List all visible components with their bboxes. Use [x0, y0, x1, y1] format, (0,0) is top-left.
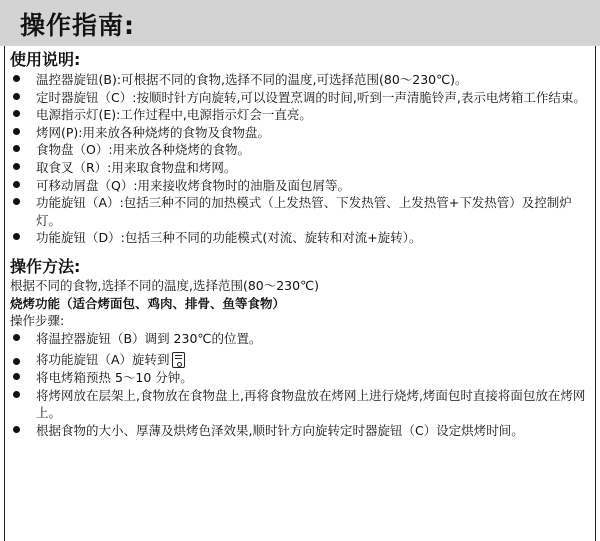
list-item: [10, 141, 595, 159]
list-item-text: 将功能旋钮（A）旋转到: [36, 352, 170, 368]
list-item: [10, 177, 595, 195]
bullet-icon: [13, 426, 20, 433]
list-item: [10, 422, 595, 440]
list-item-text: 食物盘（O）:用来放各种烧烤的食物。: [36, 142, 251, 158]
bullet-icon: [13, 93, 20, 100]
list-item: [10, 387, 595, 422]
method-intro: 根据不同的食物,选择不同的温度,选择范围(80～230℃): [10, 277, 320, 293]
usage-list: [10, 71, 595, 247]
bullet-icon: [13, 198, 20, 205]
list-item: [10, 351, 595, 369]
list-item: [10, 159, 595, 177]
bullet-icon: [13, 358, 20, 365]
bullet-icon: [13, 181, 20, 188]
bullet-icon: [13, 373, 20, 380]
list-item-text: 根据食物的大小、厚薄及烘烤色泽效果,顺时针方向旋转定时器旋钮（C）设定烘烤时间。: [36, 422, 524, 438]
list-item-text: 可移动屑盘（Q）:用来接收烤食物时的油脂及面包屑等。: [36, 177, 351, 193]
list-item: [10, 229, 595, 247]
page-title: 操作指南:: [20, 11, 135, 40]
method-section-title: 操作方法:: [10, 256, 81, 276]
usage-section-title: 使用说明:: [10, 50, 81, 69]
list-item-text: 将电烤箱预热 5～10 分钟。: [36, 369, 193, 385]
bullet-icon: [13, 110, 20, 117]
list-item: [10, 330, 595, 348]
list-item-text: 温控器旋钮(B):可根据不同的食物,选择不同的温度,可选择范围(80～230℃)。: [36, 72, 468, 87]
bullet-icon: [13, 163, 20, 170]
bullet-icon: [13, 233, 20, 240]
bullet-icon: [13, 334, 20, 341]
list-item-text: 电源指示灯(E):工作过程中,电源指示灯会一直亮。: [36, 107, 312, 123]
header-band: [0, 0, 600, 46]
grill-function-heading: 烧烤功能（适合烤面包、鸡肉、排骨、鱼等食物）: [10, 295, 286, 311]
list-item-text: 烤网(P):用来放各种烧烤的食物及食物盘。: [36, 124, 271, 140]
list-item: [10, 194, 595, 229]
bullet-icon: [13, 145, 20, 152]
list-item: [10, 106, 595, 124]
list-item-text: 取食叉（R）:用来取食物盘和烤网。: [36, 159, 237, 175]
list-item: [10, 89, 595, 107]
heating-mode-icon: [172, 352, 185, 368]
list-item-text: 定时器旋钮（C）:按顺时针方向旋转,可以设置烹调的时间,听到一声清脆铃声,表示电烤箱工作结束。: [36, 89, 586, 105]
list-item-text: 功能旋钮（A）:包括三种不同的加热模式（上发热管、下发热管、上发热管+下发热管）及控制炉灯。: [36, 195, 572, 228]
list-item-text: 将温控器旋钮（B）调到 230℃的位置。: [36, 330, 262, 346]
list-item: [10, 124, 595, 142]
bullet-icon: [13, 128, 20, 135]
list-item-text: 将烤网放在层架上,食物放在食物盘上,再将食物盘放在烤网上进行烧烤,烤面包时直接将面包放在烤网上。: [36, 387, 586, 421]
bullet-icon: [13, 75, 20, 82]
list-item-text: 功能旋钮（D）:包括三种不同的功能模式(对流、旋转和对流+旋转）。: [36, 230, 422, 246]
list-item: [10, 71, 595, 89]
list-item: [10, 369, 595, 387]
steps-label: 操作步骤:: [10, 313, 65, 329]
bullet-icon: [13, 391, 20, 398]
steps-list: [10, 330, 595, 440]
manual-content: [10, 50, 595, 439]
